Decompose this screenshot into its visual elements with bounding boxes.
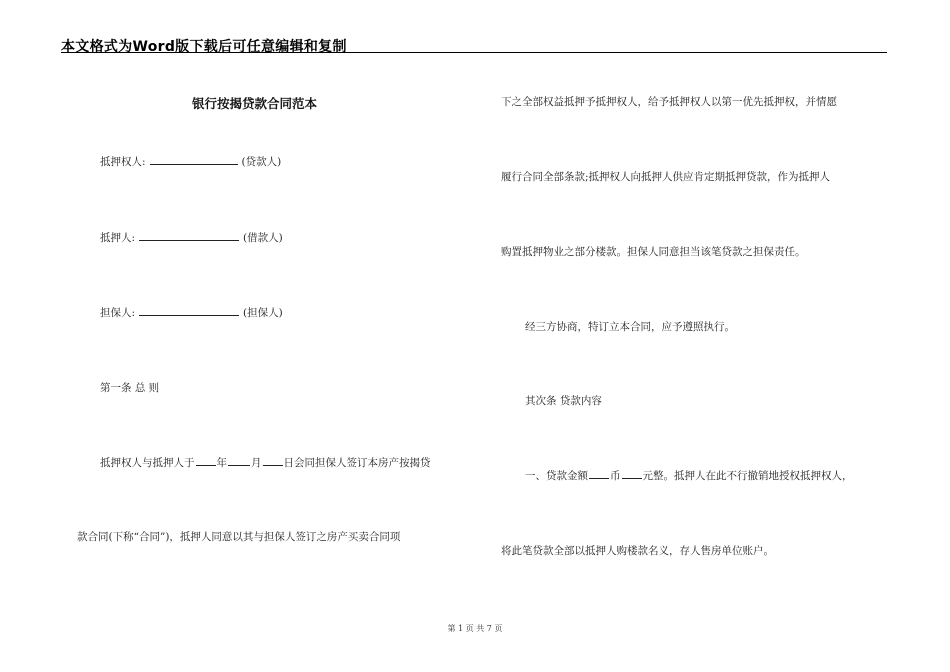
mortgagor-blank bbox=[139, 230, 239, 241]
paragraph-1-line bbox=[100, 455, 431, 470]
guarantor-label: 担保人: bbox=[100, 307, 136, 319]
right-line-1: 下之全部权益抵押予抵押权人，给予抵押权人以第一优先抵押权，并情愿 bbox=[501, 96, 837, 108]
para1-text-1: 抵押权人与抵押人于 bbox=[100, 457, 195, 469]
year-blank bbox=[196, 455, 216, 466]
guarantor-blank bbox=[139, 305, 239, 316]
para1-text-3: 月 bbox=[251, 457, 262, 469]
header-divider bbox=[61, 52, 887, 53]
loan-amount-line bbox=[525, 468, 853, 483]
page-header-title: 本文格式为Word版下载后可任意编辑和复制 bbox=[61, 39, 347, 55]
right-line-6: 将此笔贷款全部以抵押人购楼款名义，存人售房单位账户。 bbox=[501, 545, 774, 557]
right-line-2: 履行合同全部条款;抵押权人向抵押人供应肯定期抵押贷款，作为抵押人 bbox=[501, 171, 831, 183]
mortgagor-line bbox=[100, 230, 283, 245]
right-line-3: 购置抵押物业之部分楼款。担保人同意担当该笔贷款之担保责任。 bbox=[501, 246, 806, 258]
mortgagee-blank bbox=[150, 154, 238, 165]
mortgagor-label: 抵押人: bbox=[100, 232, 136, 244]
para1-text-4: 日会同担保人签订本房产按揭贷 bbox=[283, 457, 431, 469]
article-2-heading: 其次条 贷款内容 bbox=[525, 395, 602, 407]
page-number: 第 1 页 共 7 页 bbox=[447, 624, 503, 633]
mortgagor-role: (借款人) bbox=[243, 232, 283, 244]
loan-text-3: 元整。抵押人在此不行撤销地授权抵押权人， bbox=[642, 470, 853, 482]
day-blank bbox=[263, 455, 283, 466]
mortgagee-role: (贷款人) bbox=[241, 156, 282, 168]
loan-amount-blank bbox=[622, 468, 642, 479]
guarantor-line bbox=[100, 305, 283, 320]
loan-text-2: 币 bbox=[610, 470, 621, 482]
document-title: 银行按揭贷款合同范本 bbox=[192, 96, 318, 111]
paragraph-1-continuation: 款合同(下称“合同”)，抵押人同意以其与担保人签订之房产买卖合同项 bbox=[77, 531, 401, 543]
article-1-heading: 第一条 总 则 bbox=[100, 382, 160, 394]
loan-text-1: 一、贷款金额 bbox=[525, 470, 588, 482]
para1-text-2: 年 bbox=[216, 457, 227, 469]
right-line-4: 经三方协商，特订立本合同，应予遵照执行。 bbox=[525, 321, 735, 333]
month-blank bbox=[228, 455, 250, 466]
mortgagee-label: 抵押权人: bbox=[100, 156, 146, 168]
guarantor-role: (担保人) bbox=[243, 307, 283, 319]
mortgagee-line bbox=[100, 154, 281, 169]
loan-currency-blank bbox=[589, 468, 609, 479]
